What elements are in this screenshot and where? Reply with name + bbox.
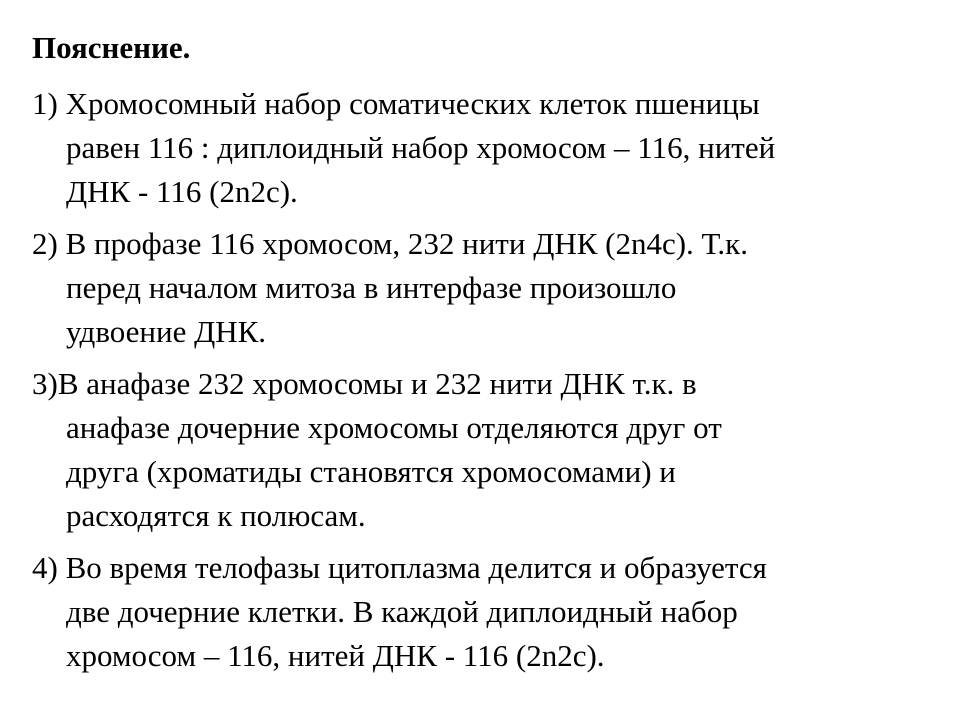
item-1-line-1: 1) Хромосомный набор соматических клеток пшеницы [32,86,760,121]
item-4-line-3: хромосом – 116, нитей ДНК - 116 (2n2c). [66,638,605,673]
explanation-item-4 [32,546,937,678]
explanation-item-1 [32,82,937,214]
explanation-title: Пояснение. [32,30,191,65]
explanation-item-2 [32,222,937,354]
item-3-line-1: 3)В анафазе 232 хромосомы и 232 нити ДНК т.к. в [32,366,697,401]
explanation-item-3 [32,362,937,538]
item-1-line-2: равен 116 : диплоидный набор хромосом – 116, нитей [66,130,776,165]
item-3-line-4: расходятся к полюсам. [66,498,366,533]
item-2-line-2: перед началом митоза в интерфазе произошло [66,270,677,305]
item-4-line-2: две дочерние клетки. В каждой диплоидный набор [66,594,738,629]
item-2-line-1: 2) В профазе 116 хромосом, 232 нити ДНК (2n4c). Т.к. [32,226,748,261]
item-1-line-3: ДНК - 116 (2n2c). [66,174,298,209]
item-3-line-2: анафазе дочерние хромосомы отделяются друг от [66,410,722,445]
item-2-line-3: удвоение ДНК. [66,314,267,349]
item-3-line-3: друга (хроматиды становятся хромосомами) и [66,454,676,489]
item-4-line-1: 4) Во время телофазы цитоплазма делится и образуется [32,550,767,585]
